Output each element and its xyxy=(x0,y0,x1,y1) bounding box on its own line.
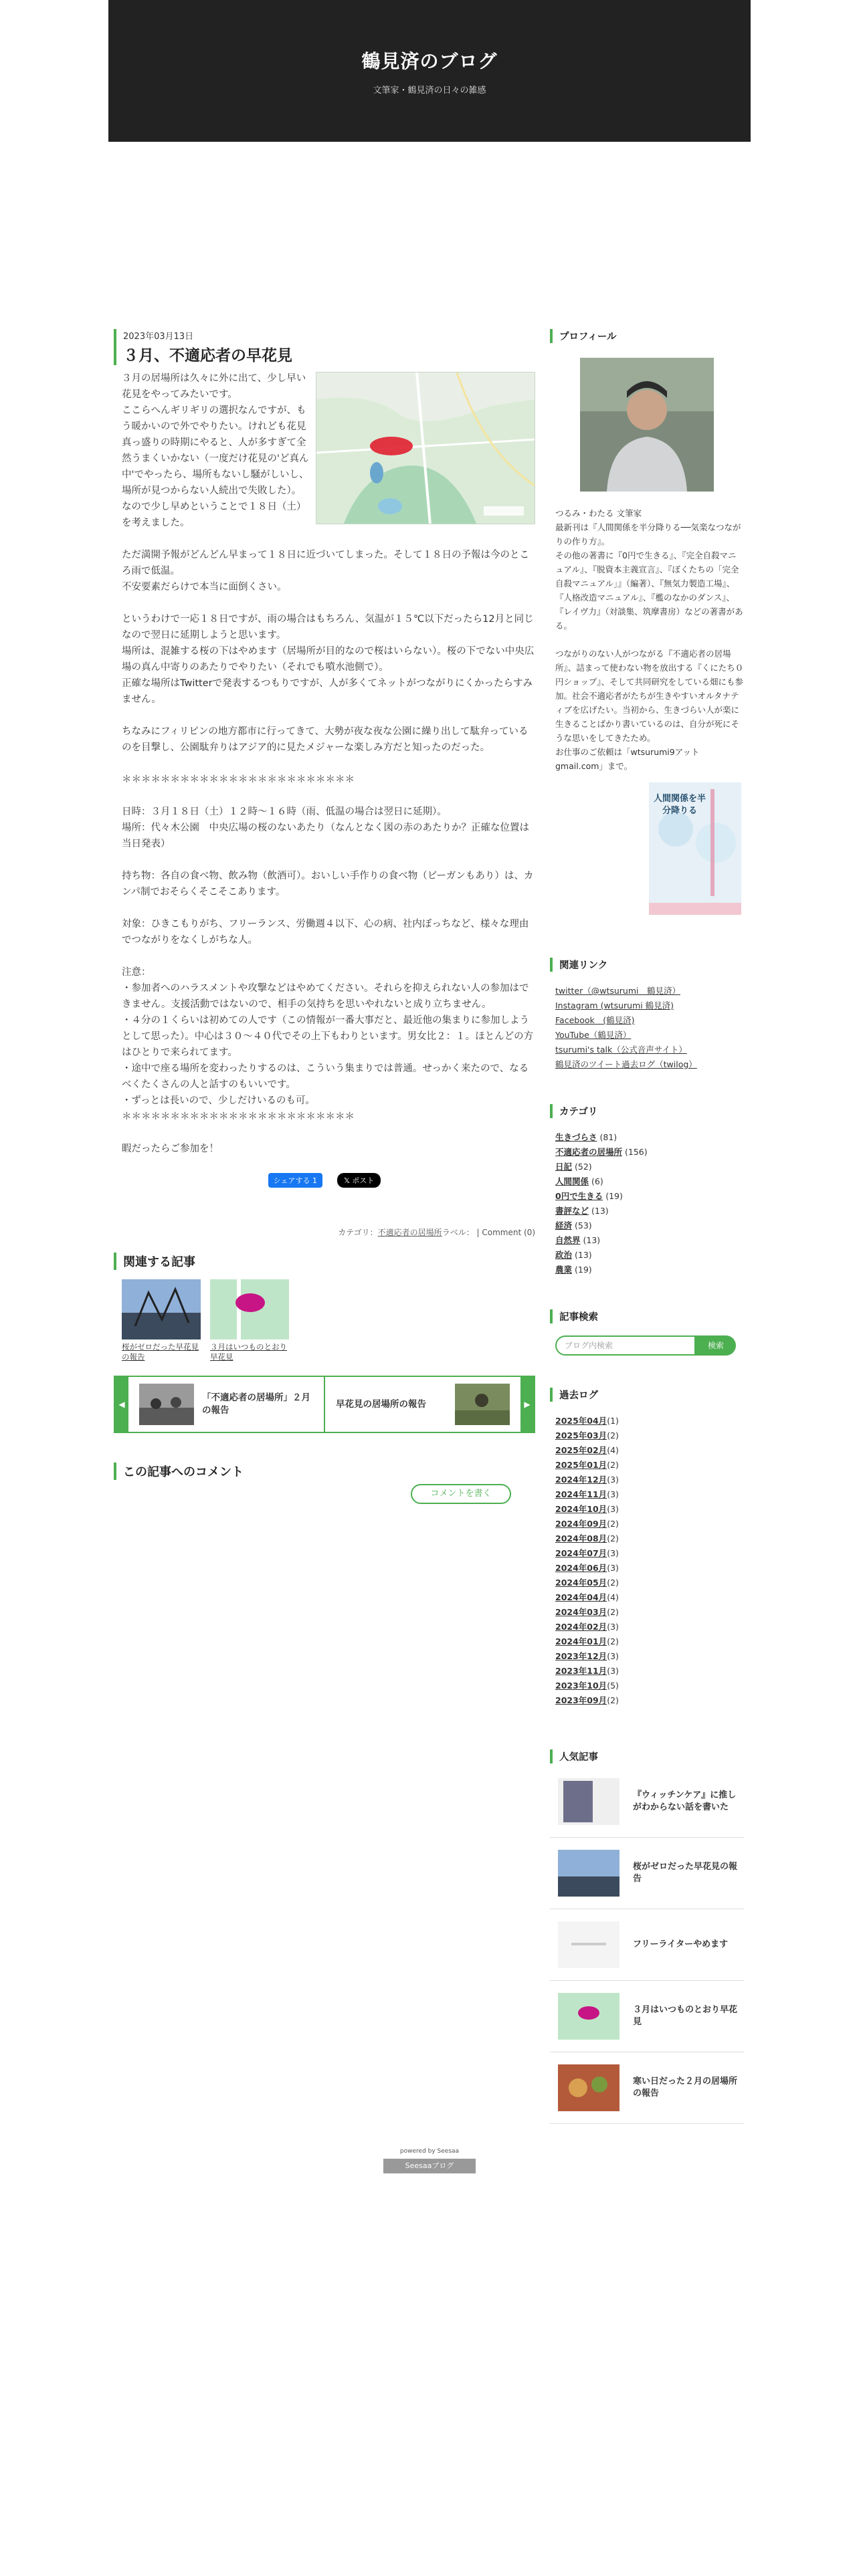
x-logo-icon: 𝕏 xyxy=(343,1176,353,1185)
related-item[interactable] xyxy=(210,1279,289,1362)
nav-prev-post[interactable] xyxy=(128,1377,324,1432)
link-twitter[interactable]: twitter（@wtsurumi 鶴見済） xyxy=(555,986,680,996)
post-meta xyxy=(114,1226,535,1238)
popular-title: 桜がゼロだった早花見の報告 xyxy=(633,1862,738,1884)
profile-text: 最新刊は『人間関係を半分降りる──気楽なつながりの作り方』。 その他の著書に『0円で生きる』、『完全自殺マニュアル』、『脱資本主義宣言』、『ぼくたちの「完全自殺マニュアル」』（編著）、『無気力製造工場』、『人格改造マニュアル』、『檻のなかのダンス』、『レイヴ力』（対談集、筑摩書房）などの著書がある。 xyxy=(555,522,743,631)
seesaa-blog-button[interactable]: Seesaaブログ xyxy=(383,2159,476,2173)
archive-item[interactable]: 2024年03月(2) xyxy=(555,1607,619,1617)
links-list xyxy=(550,984,744,1072)
popular-item[interactable] xyxy=(550,1838,744,1909)
popular-item[interactable] xyxy=(550,1766,744,1838)
links-heading: 関連リンク xyxy=(550,958,744,972)
entry-header xyxy=(114,329,535,365)
search-form xyxy=(550,1335,744,1356)
share-buttons xyxy=(114,1173,535,1188)
post-title[interactable]: ３月、不適応者の早花見 xyxy=(123,347,292,364)
nav-prev-arrow-icon[interactable]: ◀ xyxy=(115,1377,128,1432)
popular-title: フリーライターやめます xyxy=(633,1939,729,1949)
post-paragraph: ３月の居場所は久々に外に出て、少し早い花見をやってみたいです。 ここらへんギリギリの選択なんですが、もう暖かいので外でやりたい。けれども花見真っ盛りの時期にやると、人が多すぎて全然うまくいかない（一度だけ花見の'ど真ん中'でやったら、場所もないし騒がしいし、場所が見つからない人続出で失敗した）。 なので少し早めということで１８日（土）を考えました。 xyxy=(122,373,309,528)
related-item[interactable] xyxy=(122,1279,201,1362)
write-comment-button[interactable]: コメントを書く xyxy=(411,1484,511,1504)
post-paragraph: ＊＊＊＊＊＊＊＊＊＊＊＊＊＊＊＊＊＊＊＊＊＊＊＊ 日時：３月１８日（土）１２時〜１６時（雨、低温の場合は翌日に延期）。 場所：代々木公園 中央広場の桜のないあたり（なんとなく図の赤のあたりか？正確な位置は当日発表） xyxy=(122,774,529,849)
book-title: 人間関係を半分降りる xyxy=(653,794,706,816)
powered-by-seesaa[interactable]: powered by Seesaa xyxy=(399,2148,460,2155)
categories-list xyxy=(550,1130,744,1277)
site-footer xyxy=(0,2148,859,2173)
related-title: ３月はいつものとおり早花見 xyxy=(210,1342,287,1362)
popular-thumbnail xyxy=(558,1778,619,1825)
post-paragraph: ちなみにフィリピンの地方都市に行ってきて、大勢が夜な夜な公園に繰り出して駄弁っているのを目撃し、公園駄弁りはアジア的に見たメジャーな楽しみ方だと知ったのだった。 xyxy=(122,726,529,753)
categories-heading: カテゴリ xyxy=(550,1104,744,1118)
nav-prev-thumbnail xyxy=(139,1384,194,1425)
popular-thumbnail xyxy=(558,1993,619,2040)
archive-item[interactable]: 2024年12月(3) xyxy=(555,1475,619,1485)
popular-title: 寒い日だった２月の居場所の報告 xyxy=(633,2076,738,2099)
link-audio-site[interactable]: tsurumi's talk（公式音声サイト） xyxy=(555,1045,687,1055)
popular-item[interactable] xyxy=(550,1981,744,2052)
archive-item[interactable]: 2024年08月(2) xyxy=(555,1533,619,1543)
archive-item[interactable]: 2024年10月(3) xyxy=(555,1504,619,1514)
popular-thumbnail xyxy=(558,1850,619,1897)
related-thumbnail xyxy=(210,1279,289,1339)
related-title: 桜がゼロだった早花見の報告 xyxy=(122,1342,199,1362)
archive-item[interactable]: 2023年09月(2) xyxy=(555,1695,619,1705)
archive-item[interactable]: 2024年05月(2) xyxy=(555,1578,619,1588)
meta-tags-label: ラベル： xyxy=(442,1228,474,1237)
category-item[interactable]: 生きづらさ (81) xyxy=(555,1132,617,1142)
main-column xyxy=(114,329,535,1511)
archive-item[interactable]: 2024年02月(3) xyxy=(555,1622,619,1632)
park-map-image xyxy=(316,372,535,524)
category-item[interactable]: 0円で生きる (19) xyxy=(555,1191,623,1201)
category-item[interactable]: 経済 (53) xyxy=(555,1220,592,1230)
search-heading: 記事検索 xyxy=(550,1309,744,1323)
comments-heading: この記事へのコメント xyxy=(114,1463,535,1480)
meta-category-link[interactable]: 不適応者の居場所 xyxy=(377,1228,442,1237)
archive-item[interactable]: 2025年04月(1) xyxy=(555,1416,619,1426)
link-youtube[interactable]: YouTube（鶴見済） xyxy=(555,1030,632,1040)
meta-comment-link[interactable]: | Comment (0) xyxy=(476,1228,535,1237)
sidebar xyxy=(550,329,744,2124)
archive-heading: 過去ログ xyxy=(550,1388,744,1402)
popular-title: 『ウィッチンケア』に推しがわからない話を書いた xyxy=(633,1790,737,1812)
archive-item[interactable]: 2025年03月(2) xyxy=(555,1430,619,1440)
post-paragraph: 持ち物：各自の食べ物、飲み物（飲酒可）。おいしい手作りの食べ物（ビーガンもあり）は、カンパ制でおそらくそこそこあります。 xyxy=(122,871,534,897)
archive-item[interactable]: 2024年07月(3) xyxy=(555,1548,619,1558)
post-paragraph: 対象：ひきこもりがち、フリーランス、労働週４以下、心の病、社内ぼっちなど、様々な理由でつながりをなくしがちな人。 xyxy=(122,919,529,946)
link-instagram[interactable]: Instagram (wtsurumi 鶴見済) xyxy=(555,1000,674,1010)
popular-thumbnail xyxy=(558,1921,619,1968)
category-item[interactable]: 人間関係 (6) xyxy=(555,1176,603,1186)
post-paragraph: というわけで一応１８日ですが、雨の場合はもちろん、気温が１５℃以下だったら12月と同じなので翌日に延期しようと思います。 場所は、混雑する桜の下はやめます（居場所が目的なので桜はいらない）。桜の下でない中央広場の真ん中寄りのあたりでやりたい（それでも噴水池側で）。 正確な場所はTwitterで発表するつもりですが、人が多くてネットがつながりにくかったらすみません。 xyxy=(122,614,535,705)
popular-list xyxy=(550,1766,744,2124)
nav-next-arrow-icon[interactable]: ▶ xyxy=(520,1377,534,1432)
category-item[interactable]: 農業 (19) xyxy=(555,1265,592,1275)
archive-item[interactable]: 2024年09月(2) xyxy=(555,1519,619,1529)
profile-photo xyxy=(580,358,714,492)
x-post-button[interactable] xyxy=(337,1173,381,1188)
popular-title: ３月はいつものとおり早花見 xyxy=(633,2005,738,2027)
nav-next-title: 早花見の居場所の報告 xyxy=(336,1398,426,1410)
related-list xyxy=(114,1279,535,1362)
nav-prev-title: 「不適応者の居場所」２月の報告 xyxy=(202,1392,310,1416)
archive-item[interactable]: 2023年11月(3) xyxy=(555,1666,619,1676)
popular-thumbnail xyxy=(558,2064,619,2111)
popular-heading: 人気記事 xyxy=(550,1749,744,1763)
site-header xyxy=(108,0,751,142)
popular-item[interactable] xyxy=(550,2052,744,2124)
archive-item[interactable]: 2024年01月(2) xyxy=(555,1636,619,1646)
post-navigation xyxy=(114,1376,535,1433)
post-body xyxy=(114,370,535,1157)
facebook-share-button[interactable]: シェアする 1 xyxy=(268,1173,322,1188)
category-item[interactable]: 政治 (13) xyxy=(555,1250,592,1260)
nav-next-post[interactable] xyxy=(324,1377,520,1432)
archive-item[interactable]: 2024年06月(3) xyxy=(555,1563,619,1573)
category-item[interactable]: 不適応者の居場所 (156) xyxy=(555,1147,648,1157)
link-twilog[interactable]: 鶴見済のツイート過去ログ（twilog） xyxy=(555,1059,697,1069)
category-item[interactable]: 自然界 (13) xyxy=(555,1235,601,1245)
profile-name: つるみ・わたる 文筆家 xyxy=(555,508,642,518)
related-heading: 関連する記事 xyxy=(114,1253,535,1270)
related-thumbnail xyxy=(122,1279,201,1339)
category-item[interactable]: 書評など (13) xyxy=(555,1206,609,1216)
nav-next-thumbnail xyxy=(455,1384,510,1425)
archive-item[interactable]: 2024年04月(4) xyxy=(555,1592,619,1602)
x-post-label: ポスト xyxy=(352,1176,375,1185)
category-item[interactable]: 日記 (52) xyxy=(555,1162,592,1172)
meta-category-label: カテゴリ： xyxy=(338,1228,378,1237)
search-input[interactable]: ブログ内検索 xyxy=(555,1335,696,1356)
archive-item[interactable]: 2023年10月(5) xyxy=(555,1681,619,1691)
link-facebook[interactable]: Facebook (鶴見済) xyxy=(555,1015,635,1025)
search-button[interactable]: 検索 xyxy=(696,1335,736,1356)
post-date: 2023年03月13日 xyxy=(123,332,194,342)
archive-item[interactable]: 2025年02月(4) xyxy=(555,1445,619,1455)
post-paragraph: ただ満開予報がどんどん早まって１８日に近づいてしまった。そして１８日の予報は今のところ雨で低温。 不安要素だらけで本当に面倒くさい。 xyxy=(122,550,529,593)
profile-text-2: つながりのない人がつながる『不適応者の居場所』、詰まって使わない物を放出する『くにたち０円ショップ』、そして共同研究をしている畑にも参加。社会不適応者がたちが生きやすいオルタナティブを広げたい。当初から、生きづらい人が楽に生きることばかり書いているのは、自分が死にそうな思いをしてきたため。 お仕事のご依頼は「wtsurumi9アット gmail.com」まで。 xyxy=(555,649,744,771)
archive-list xyxy=(550,1414,744,1708)
archive-item[interactable]: 2025年01月(2) xyxy=(555,1460,619,1470)
popular-item[interactable] xyxy=(550,1909,744,1981)
archive-item[interactable]: 2024年11月(3) xyxy=(555,1489,619,1499)
site-title[interactable]: 鶴見済のブログ xyxy=(361,50,498,72)
site-description: 文筆家・鶴見済の日々の雑感 xyxy=(373,86,486,96)
archive-item[interactable]: 2023年12月(3) xyxy=(555,1651,619,1661)
post-paragraph: 注意： ・参加者へのハラスメントや攻撃などはやめてください。それらを抑えられない人の参加はできません。支援活動ではないので、相手の気持ちを思いやれないと成り立ちません。 ・４分の１くらいは初めての人です（この情報が一番大事だと、最近他の集まりに参加しようとして思った）。中心は３０〜４０代でその上下もわりといます。男女比２：１。ほとんどの方はひとりで来られてます。 ・途中で座る場所を変わったりするのは、こういう集まりでは普通。せっかく来たので、なるべくたくさんの人と話すのもいいです。 ・ずっとは長いので、少しだけいるのも可。 ＊＊＊＊＊＊＊＊＊＊＊＊＊＊＊＊＊＊＊＊＊＊＊＊ xyxy=(122,967,534,1122)
post-paragraph: 暇だったらご参加を！ xyxy=(122,1144,219,1154)
profile-heading: プロフィール xyxy=(550,329,744,343)
book-cover[interactable] xyxy=(649,782,741,915)
